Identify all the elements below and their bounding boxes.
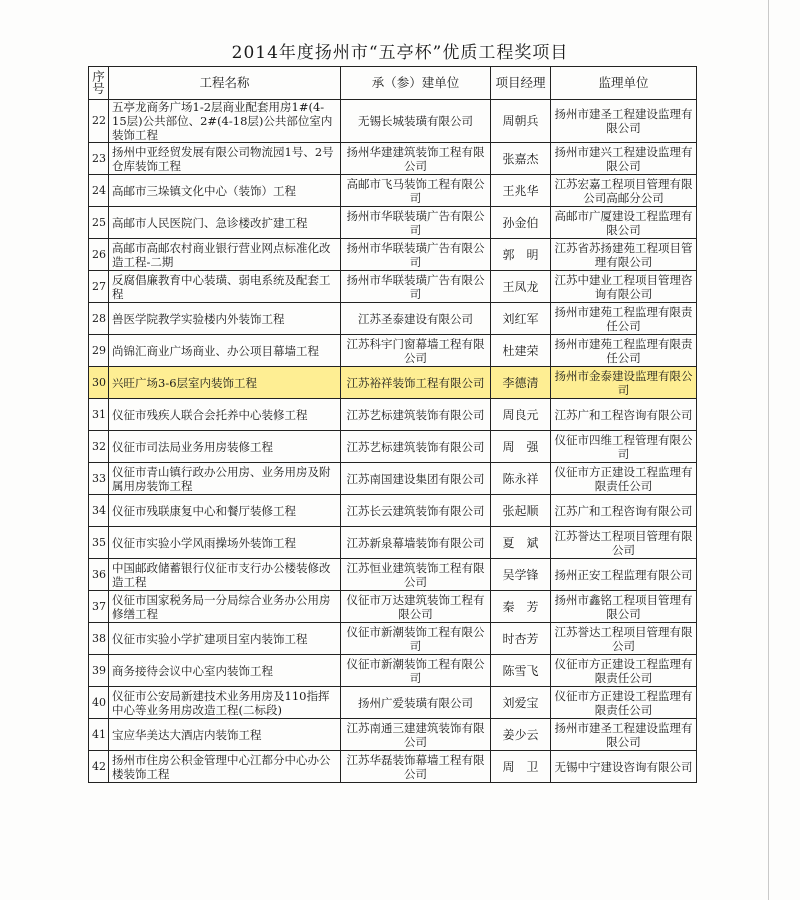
row-supervisor: 扬州正安工程监理有限公司 (551, 559, 697, 591)
table-row (89, 431, 697, 463)
row-project-name: 兴旺广场3-6层室内装饰工程 (109, 367, 341, 399)
row-seq: 25 (89, 207, 109, 239)
row-project-name: 仪征市青山镇行政办公用房、业务用房及附属用房装饰工程 (109, 463, 341, 495)
table-row (89, 399, 697, 431)
table-row (89, 207, 697, 239)
row-seq: 38 (89, 623, 109, 655)
row-supervisor: 扬州市建圣工程建设监理有限公司 (551, 100, 697, 143)
row-project-manager: 张嘉杰 (491, 143, 551, 175)
row-project-manager: 吴学锋 (491, 559, 551, 591)
row-project-name: 高邮市人民医院门、急诊楼改扩建工程 (109, 207, 341, 239)
row-supervisor: 仪征市方正建设工程监理有限责任公司 (551, 687, 697, 719)
row-contractor: 高邮市飞马装饰工程有限公司 (341, 175, 491, 207)
row-seq: 42 (89, 751, 109, 783)
row-project-manager: 郭 明 (491, 239, 551, 271)
row-seq: 30 (89, 367, 109, 399)
row-project-manager: 秦 芳 (491, 591, 551, 623)
row-seq: 35 (89, 527, 109, 559)
row-project-name: 五亭龙商务广场1-2层商业配套用房1#(4-15层)公共部位、2#(4-18层)公共部位室内装饰工程 (109, 100, 341, 143)
table-row (89, 303, 697, 335)
row-seq: 39 (89, 655, 109, 687)
header-seq: 序号 (89, 67, 109, 100)
row-contractor: 江苏科宇门窗幕墙工程有限公司 (341, 335, 491, 367)
table-row (89, 559, 697, 591)
row-contractor: 江苏南通三建建筑装饰有限公司 (341, 719, 491, 751)
row-project-manager: 周 卫 (491, 751, 551, 783)
row-project-name: 仪征市国家税务局一分局综合业务办公用房修缮工程 (109, 591, 341, 623)
row-seq: 37 (89, 591, 109, 623)
row-seq: 26 (89, 239, 109, 271)
row-project-name: 仪征市残疾人联合会托养中心装修工程 (109, 399, 341, 431)
row-supervisor: 扬州市建苑工程监理有限责任公司 (551, 335, 697, 367)
row-contractor: 仪征市万达建筑装饰工程有限公司 (341, 591, 491, 623)
row-project-manager: 王凤龙 (491, 271, 551, 303)
row-project-manager: 时杏芳 (491, 623, 551, 655)
row-contractor: 江苏长云建筑装饰有限公司 (341, 495, 491, 527)
row-supervisor: 仪征市方正建设工程监理有限责任公司 (551, 655, 697, 687)
page-edge-line (768, 0, 769, 900)
row-supervisor: 无锡中宁建设咨询有限公司 (551, 751, 697, 783)
row-project-manager: 刘爱宝 (491, 687, 551, 719)
row-project-manager: 周良元 (491, 399, 551, 431)
table-row (89, 175, 697, 207)
row-supervisor: 扬州市金泰建设监理有限公司 (551, 367, 697, 399)
row-contractor: 无锡长城装璜有限公司 (341, 100, 491, 143)
table-row (89, 100, 697, 143)
row-supervisor: 江苏宏嘉工程项目管理有限公司高邮分公司 (551, 175, 697, 207)
table-row (89, 495, 697, 527)
row-project-name: 仪征市残联康复中心和餐厅装修工程 (109, 495, 341, 527)
row-project-manager: 夏 斌 (491, 527, 551, 559)
row-project-name: 尚锦汇商业广场商业、办公项目幕墙工程 (109, 335, 341, 367)
table-row-highlighted (89, 367, 697, 399)
row-project-name: 扬州市住房公积金管理中心江都分中心办公楼装饰工程 (109, 751, 341, 783)
row-supervisor: 扬州市建圣工程建设监理有限公司 (551, 719, 697, 751)
awards-table (88, 66, 697, 783)
row-project-manager: 陈雪飞 (491, 655, 551, 687)
row-contractor: 江苏新泉幕墙装饰有限公司 (341, 527, 491, 559)
row-seq: 24 (89, 175, 109, 207)
row-project-manager: 陈永祥 (491, 463, 551, 495)
row-contractor: 江苏南国建设集团有限公司 (341, 463, 491, 495)
row-contractor: 江苏恒业建筑装饰工程有限公司 (341, 559, 491, 591)
table-row (89, 527, 697, 559)
row-contractor: 仪征市新潮装饰工程有限公司 (341, 655, 491, 687)
row-contractor: 扬州华建建筑装饰工程有限公司 (341, 143, 491, 175)
row-contractor: 江苏艺标建筑装饰有限公司 (341, 431, 491, 463)
row-contractor: 仪征市新潮装饰工程有限公司 (341, 623, 491, 655)
table-row (89, 591, 697, 623)
row-contractor: 江苏圣泰建设有限公司 (341, 303, 491, 335)
row-seq: 23 (89, 143, 109, 175)
row-seq: 34 (89, 495, 109, 527)
header-contractor: 承（参）建单位 (341, 67, 491, 100)
row-seq: 33 (89, 463, 109, 495)
row-supervisor: 扬州市建兴工程建设监理有限公司 (551, 143, 697, 175)
table-row (89, 271, 697, 303)
row-project-name: 仪征市实验小学扩建项目室内装饰工程 (109, 623, 341, 655)
row-supervisor: 仪征市方正建设工程监理有限责任公司 (551, 463, 697, 495)
table-row (89, 719, 697, 751)
row-project-name: 仪征市公安局新建技术业务用房及110指挥中心等业务用房改造工程(二标段) (109, 687, 341, 719)
row-seq: 31 (89, 399, 109, 431)
row-project-name: 反腐倡廉教育中心装璜、弱电系统及配套工程 (109, 271, 341, 303)
row-project-manager: 刘红军 (491, 303, 551, 335)
row-supervisor: 高邮市广厦建设工程监理有限公司 (551, 207, 697, 239)
row-project-manager: 孙金伯 (491, 207, 551, 239)
row-project-manager: 周 强 (491, 431, 551, 463)
row-contractor: 扬州市华联装璜广告有限公司 (341, 271, 491, 303)
row-project-name: 商务接待会议中心室内装饰工程 (109, 655, 341, 687)
row-contractor: 江苏艺标建筑装饰有限公司 (341, 399, 491, 431)
row-supervisor: 江苏广和工程咨询有限公司 (551, 399, 697, 431)
row-project-name: 仪征市实验小学风雨操场外装饰工程 (109, 527, 341, 559)
row-supervisor: 扬州市建苑工程监理有限责任公司 (551, 303, 697, 335)
row-project-name: 兽医学院教学实验楼内外装饰工程 (109, 303, 341, 335)
table-row (89, 335, 697, 367)
row-seq: 22 (89, 100, 109, 143)
row-supervisor: 江苏中建业工程项目管理咨询有限公司 (551, 271, 697, 303)
row-project-manager: 杜建荣 (491, 335, 551, 367)
row-seq: 41 (89, 719, 109, 751)
row-project-name: 中国邮政储蓄银行仪征市支行办公楼装修改造工程 (109, 559, 341, 591)
document-title: 2014年度扬州市“五亭杯”优质工程奖项目 (231, 43, 569, 63)
row-supervisor: 扬州市鑫铭工程项目管理有限公司 (551, 591, 697, 623)
row-supervisor: 江苏誉达工程项目管理有限公司 (551, 623, 697, 655)
row-project-manager: 李德清 (491, 367, 551, 399)
row-project-manager: 姜少云 (491, 719, 551, 751)
table-row (89, 143, 697, 175)
table-row (89, 687, 697, 719)
row-seq: 29 (89, 335, 109, 367)
table-row (89, 655, 697, 687)
row-project-name: 仪征市司法局业务用房装修工程 (109, 431, 341, 463)
row-supervisor: 江苏誉达工程项目管理有限公司 (551, 527, 697, 559)
table-header-row (89, 67, 697, 100)
row-seq: 36 (89, 559, 109, 591)
header-project-manager: 项目经理 (491, 67, 551, 100)
row-project-manager: 周朝兵 (491, 100, 551, 143)
row-project-manager: 张起顺 (491, 495, 551, 527)
row-contractor: 扬州广爱装璜有限公司 (341, 687, 491, 719)
row-contractor: 江苏华磊装饰幕墙工程有限公司 (341, 751, 491, 783)
table-row (89, 751, 697, 783)
row-contractor: 扬州市华联装璜广告有限公司 (341, 207, 491, 239)
row-project-name: 宝应华美达大酒店内装饰工程 (109, 719, 341, 751)
row-seq: 27 (89, 271, 109, 303)
row-project-name: 高邮市三垛镇文化中心（装饰）工程 (109, 175, 341, 207)
row-project-name: 高邮市高邮农村商业银行营业网点标准化改造工程-二期 (109, 239, 341, 271)
row-supervisor: 仪征市四维工程管理有限公司 (551, 431, 697, 463)
row-project-manager: 王兆华 (491, 175, 551, 207)
row-supervisor: 江苏广和工程咨询有限公司 (551, 495, 697, 527)
row-seq: 40 (89, 687, 109, 719)
table-row (89, 239, 697, 271)
header-supervisor: 监理单位 (551, 67, 697, 100)
row-supervisor: 江苏省苏扬建苑工程项目管理有限公司 (551, 239, 697, 271)
row-seq: 32 (89, 431, 109, 463)
table-row (89, 623, 697, 655)
row-project-name: 扬州中亚经贸发展有限公司物流园1号、2号仓库装饰工程 (109, 143, 341, 175)
row-seq: 28 (89, 303, 109, 335)
row-contractor: 扬州市华联装璜广告有限公司 (341, 239, 491, 271)
row-contractor: 江苏裕祥装饰工程有限公司 (341, 367, 491, 399)
header-project-name: 工程名称 (109, 67, 341, 100)
table-row (89, 463, 697, 495)
